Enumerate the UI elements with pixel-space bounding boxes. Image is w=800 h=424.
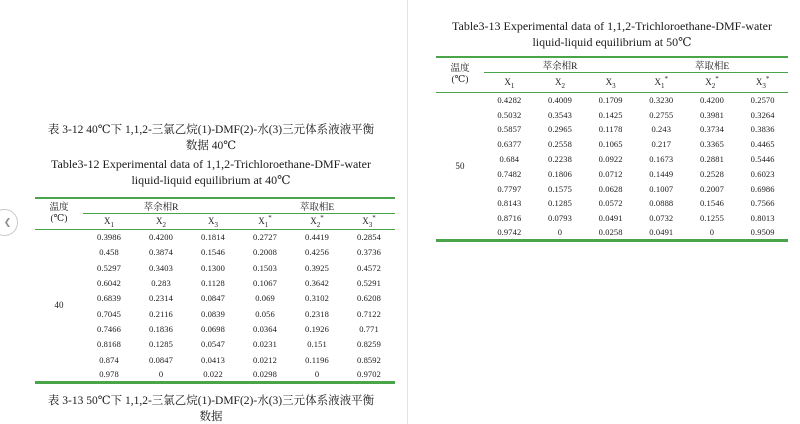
value-cell: 0.1178 <box>598 124 623 135</box>
value-cell: 0.6208 <box>357 293 381 304</box>
value-cell: 0.1007 <box>649 183 674 194</box>
value-cell: 0.8592 <box>357 354 381 365</box>
value-cell: 0.3365 <box>699 139 724 150</box>
value-cell: 0.2881 <box>699 154 724 165</box>
value-cell: 0.4200 <box>699 95 724 106</box>
chevron-left-icon: ❮ <box>3 217 12 228</box>
table-row <box>436 93 788 108</box>
value-cell: 0.1806 <box>547 168 572 179</box>
value-cell: 0.3230 <box>649 95 674 106</box>
value-cell: 0.5291 <box>357 278 381 289</box>
value-cell: 0.0212 <box>253 354 277 365</box>
extract-phase-header: 萃取相E <box>239 198 395 214</box>
group-header-row <box>436 57 788 73</box>
table-3-13-caption-zh-line2: 数据 <box>199 411 223 423</box>
table-row <box>436 166 788 181</box>
value-cell: 0.0793 <box>547 213 572 224</box>
temperature-cell: 40 <box>54 300 64 311</box>
table-3-13 <box>436 56 788 242</box>
value-cell: 0.6986 <box>750 183 775 194</box>
value-cell: 0.1255 <box>699 213 724 224</box>
table-row <box>35 245 395 260</box>
value-cell: 0.0712 <box>598 168 623 179</box>
value-cell: 0.8143 <box>497 198 522 209</box>
table-3-13-caption-en-line1: Table3-13 Experimental data of 1,1,2-Trichloroethane-DMF-water <box>452 19 772 33</box>
value-cell: 0.4256 <box>305 247 329 258</box>
table-3-12-caption-en-line2: liquid-liquid equilibrium at 40℃ <box>131 173 291 187</box>
value-cell: 0.6042 <box>97 278 121 289</box>
value-cell: 0.3836 <box>750 124 775 135</box>
column-header: $X_1$ <box>83 214 135 230</box>
value-cell: 0.7122 <box>357 308 381 319</box>
column-header-row <box>436 73 788 93</box>
value-cell: 0.1449 <box>649 168 674 179</box>
value-cell: 0.1067 <box>253 278 277 289</box>
value-cell: 0.9702 <box>357 369 381 380</box>
value-cell: 0.9742 <box>497 227 522 238</box>
temp-header-text: 温度 <box>49 203 69 213</box>
table-body <box>35 230 395 383</box>
raffinate-phase-header: 萃余相R <box>484 57 636 73</box>
table-row <box>35 367 395 382</box>
value-cell: 0.2116 <box>149 308 173 319</box>
value-cell: 0.1196 <box>305 354 329 365</box>
prev-page-button[interactable] <box>0 209 18 236</box>
value-cell: 0.0231 <box>253 339 277 350</box>
value-cell: 0 <box>557 227 563 238</box>
table-row <box>436 211 788 226</box>
value-cell: 0.1300 <box>201 262 225 273</box>
value-cell: 0.3403 <box>149 262 173 273</box>
column-header-row <box>35 214 395 230</box>
value-cell: 0.8013 <box>750 213 775 224</box>
value-cell: 0.1546 <box>699 198 724 209</box>
value-cell: 0.1709 <box>598 95 623 106</box>
column-header: $X_3$ <box>585 73 636 93</box>
value-cell: 0.2755 <box>649 109 674 120</box>
value-cell: 0.8259 <box>357 339 381 350</box>
value-cell: 0 <box>709 227 715 238</box>
value-cell: 0.2008 <box>253 247 277 258</box>
value-cell: 0.0491 <box>598 213 623 224</box>
value-cell: 0.3925 <box>305 262 329 273</box>
value-cell: 0.243 <box>651 124 672 135</box>
column-header: $X_3^*$ <box>737 73 788 93</box>
table-3-12-caption-en-line1: Table3-12 Experimental data of 1,1,2-Trichloroethane-DMF-water <box>51 157 371 171</box>
value-cell: 0.7797 <box>497 183 522 194</box>
value-cell: 0.684 <box>499 154 520 165</box>
value-cell: 0.771 <box>359 323 379 334</box>
table-row <box>436 122 788 137</box>
value-cell: 0.0572 <box>598 198 623 209</box>
value-cell: 0.2528 <box>699 168 724 179</box>
value-cell: 0.7045 <box>97 308 121 319</box>
value-cell: 0.069 <box>255 293 275 304</box>
column-header: $X_1^*$ <box>636 73 687 93</box>
value-cell: 0.0364 <box>253 323 277 334</box>
column-header: $X_1^*$ <box>239 214 291 230</box>
value-cell: 0.0847 <box>201 293 225 304</box>
table-row <box>436 196 788 211</box>
value-cell: 0.3102 <box>305 293 329 304</box>
value-cell: 0.9509 <box>750 227 775 238</box>
value-cell: 0.0628 <box>598 183 623 194</box>
value-cell: 0.2570 <box>750 95 775 106</box>
table-row <box>35 230 395 245</box>
temperature-column-header <box>35 198 83 230</box>
table-row <box>436 226 788 241</box>
table-3-12 <box>35 197 395 384</box>
value-cell: 0.2007 <box>699 183 724 194</box>
value-cell: 0.2238 <box>547 154 572 165</box>
value-cell: 0.5446 <box>750 154 775 165</box>
table-row <box>436 137 788 152</box>
value-cell: 0.4419 <box>305 232 329 243</box>
value-cell: 0.0298 <box>253 369 277 380</box>
value-cell: 0.0888 <box>649 198 674 209</box>
column-header: $X_2^*$ <box>687 73 738 93</box>
value-cell: 0.3874 <box>149 247 173 258</box>
temperature-column-header <box>436 57 484 93</box>
table-row <box>35 260 395 275</box>
value-cell: 0.7566 <box>750 198 775 209</box>
value-cell: 0.8716 <box>497 213 522 224</box>
value-cell: 0.1128 <box>201 278 225 289</box>
value-cell: 0.5857 <box>497 124 522 135</box>
value-cell: 0.0491 <box>649 227 674 238</box>
value-cell: 0.1285 <box>547 198 572 209</box>
value-cell: 0.0413 <box>201 354 225 365</box>
table-row <box>436 107 788 122</box>
temp-header-text: 温度 <box>450 64 470 74</box>
value-cell: 0.3642 <box>305 278 329 289</box>
value-cell: 0.1814 <box>201 232 225 243</box>
value-cell: 0.283 <box>151 278 171 289</box>
value-cell: 0.4282 <box>497 95 522 106</box>
value-cell: 0.2318 <box>305 308 329 319</box>
value-cell: 0.6023 <box>750 168 775 179</box>
temperature-cell: 50 <box>455 160 465 171</box>
value-cell: 0.022 <box>203 369 223 380</box>
value-cell: 0.1836 <box>149 323 173 334</box>
table-row <box>35 275 395 290</box>
value-cell: 0.3736 <box>357 247 381 258</box>
value-cell: 0.0698 <box>201 323 225 334</box>
group-header-row <box>35 198 395 214</box>
column-header: $X_2^*$ <box>291 214 343 230</box>
value-cell: 0.978 <box>99 369 119 380</box>
value-cell: 0.3986 <box>97 232 121 243</box>
value-cell: 0.6377 <box>497 139 522 150</box>
column-header: $X_1$ <box>484 73 535 93</box>
value-cell: 0.151 <box>307 339 327 350</box>
table-3-12-caption-zh-line2: 数据 40℃ <box>185 140 237 152</box>
table-row <box>35 352 395 367</box>
table-body <box>436 93 788 241</box>
value-cell: 0.3264 <box>750 109 775 120</box>
column-header: $X_2$ <box>135 214 187 230</box>
value-cell: 0.0922 <box>598 154 623 165</box>
value-cell: 0.3734 <box>699 124 724 135</box>
table-row <box>35 321 395 336</box>
value-cell: 0.4572 <box>357 262 381 273</box>
value-cell: 0.2558 <box>547 139 572 150</box>
value-cell: 0.2854 <box>357 232 381 243</box>
table-3-13-caption-en-line2: liquid-liquid equilibrium at 50℃ <box>532 35 692 49</box>
value-cell: 0.7466 <box>97 323 121 334</box>
column-header: $X_3^*$ <box>343 214 395 230</box>
value-cell: 0.4200 <box>149 232 173 243</box>
value-cell: 0.7482 <box>497 168 522 179</box>
value-cell: 0.217 <box>651 139 672 150</box>
value-cell: 0.1065 <box>598 139 623 150</box>
value-cell: 0.1926 <box>305 323 329 334</box>
temp-header-unit: (℃) <box>451 75 469 85</box>
value-cell: 0.1425 <box>598 109 623 120</box>
value-cell: 0.4009 <box>547 95 572 106</box>
value-cell: 0.3981 <box>699 109 724 120</box>
value-cell: 0.5297 <box>97 262 121 273</box>
table-row <box>35 306 395 321</box>
value-cell: 0.0847 <box>149 354 173 365</box>
value-cell: 0.056 <box>255 308 275 319</box>
value-cell: 0.3543 <box>547 109 572 120</box>
table-3-12-caption-zh-line1: 表 3-12 40℃下 1,1,2-三氯乙烷(1)-DMF(2)-水(3)三元体系液液平衡 <box>47 124 375 136</box>
value-cell: 0.8168 <box>97 339 121 350</box>
extract-phase-header: 萃取相E <box>636 57 788 73</box>
table-row <box>35 291 395 306</box>
value-cell: 0.2965 <box>547 124 572 135</box>
value-cell: 0.1546 <box>201 247 225 258</box>
value-cell: 0.1673 <box>649 154 674 165</box>
table-3-13-caption-zh-line1: 表 3-13 50℃下 1,1,2-三氯乙烷(1)-DMF(2)-水(3)三元体系液液平衡 <box>47 395 375 407</box>
value-cell: 0.1503 <box>253 262 277 273</box>
value-cell: 0.1575 <box>547 183 572 194</box>
raffinate-phase-header: 萃余相R <box>83 198 239 214</box>
value-cell: 0.0839 <box>201 308 225 319</box>
column-header: $X_2$ <box>535 73 586 93</box>
value-cell: 0.458 <box>99 247 119 258</box>
table-row <box>436 152 788 167</box>
value-cell: 0.0547 <box>201 339 225 350</box>
column-header: $X_3$ <box>187 214 239 230</box>
value-cell: 0.0258 <box>598 227 623 238</box>
value-cell: 0.5032 <box>497 109 522 120</box>
value-cell: 0.2727 <box>253 232 277 243</box>
value-cell: 0 <box>158 369 164 380</box>
table-row <box>35 337 395 352</box>
value-cell: 0.0732 <box>649 213 674 224</box>
value-cell: 0.874 <box>99 354 119 365</box>
value-cell: 0.4465 <box>750 139 775 150</box>
value-cell: 0.1285 <box>149 339 173 350</box>
table-row <box>436 181 788 196</box>
page-divider <box>407 0 408 424</box>
temp-header-unit: (℃) <box>50 214 68 224</box>
value-cell: 0.6839 <box>97 293 121 304</box>
value-cell: 0.2314 <box>149 293 173 304</box>
value-cell: 0 <box>314 369 320 380</box>
